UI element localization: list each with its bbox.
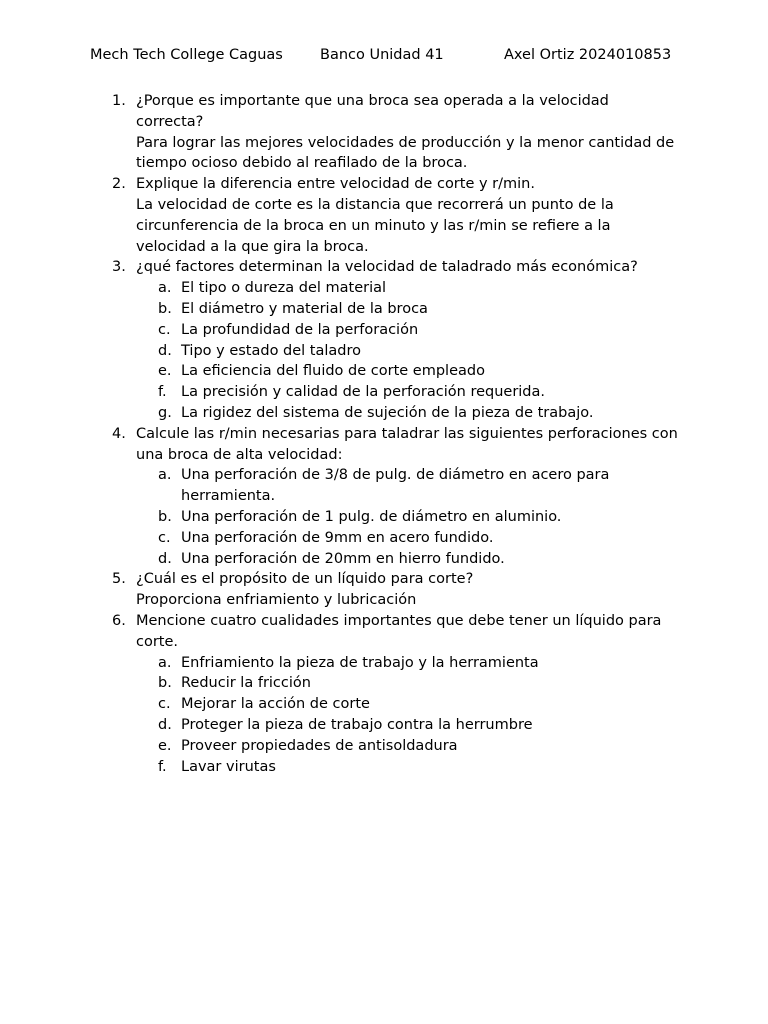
question-number: 2. bbox=[112, 176, 126, 193]
question-text: ¿qué factores determinan la velocidad de taladrado más económica? bbox=[136, 259, 638, 276]
header-school: Mech Tech College Caguas bbox=[90, 47, 283, 63]
question-text: ¿Cuál es el propósito de un líquido para corte? bbox=[136, 571, 474, 588]
header-student: Axel Ortiz 2024010853 bbox=[504, 47, 672, 63]
item-letter: b. bbox=[158, 675, 172, 692]
item-text: Enfriamiento la pieza de trabajo y la herramienta bbox=[181, 654, 539, 671]
question-text: Explique la diferencia entre velocidad de corte y r/min. bbox=[136, 176, 535, 193]
question-number: 1. bbox=[112, 93, 126, 109]
question-number: 4. bbox=[112, 425, 126, 442]
question-5 bbox=[0, 569, 768, 611]
list-item bbox=[136, 278, 678, 299]
question-number: 3. bbox=[112, 259, 126, 276]
item-text: Una perforación de 1 pulg. de diámetro en aluminio. bbox=[181, 508, 562, 525]
item-text: Proteger la pieza de trabajo contra la herrumbre bbox=[181, 716, 533, 733]
list-item bbox=[136, 299, 678, 320]
list-item bbox=[136, 528, 678, 549]
question-3 bbox=[0, 257, 768, 423]
list-item bbox=[136, 653, 678, 674]
item-letter: a. bbox=[158, 654, 172, 671]
item-text: El tipo o dureza del material bbox=[181, 280, 387, 297]
header-bank: Banco Unidad 41 bbox=[320, 47, 444, 63]
page-header bbox=[90, 45, 690, 65]
question-text: ¿Porque es importante que una broca sea operada a la velocidad correcta? bbox=[136, 93, 609, 130]
item-letter: f. bbox=[158, 758, 167, 775]
item-text: El diámetro y material de la broca bbox=[181, 300, 428, 317]
question-4 bbox=[0, 424, 768, 570]
question-1 bbox=[0, 91, 768, 174]
item-letter: b. bbox=[158, 508, 172, 525]
answer-sublist bbox=[136, 465, 678, 569]
item-text: La precisión y calidad de la perforación requerida. bbox=[181, 384, 546, 401]
item-text: Una perforación de 3/8 de pulg. de diámetro en acero para herramienta. bbox=[181, 467, 610, 505]
question-2 bbox=[0, 174, 768, 257]
list-item bbox=[136, 320, 678, 341]
item-text: Tipo y estado del taladro bbox=[181, 342, 362, 359]
item-letter: c. bbox=[158, 321, 171, 338]
item-text: Reducir la fricción bbox=[181, 675, 311, 692]
question-number: 5. bbox=[112, 571, 126, 588]
item-letter: b. bbox=[158, 300, 172, 317]
list-item bbox=[136, 341, 678, 362]
item-letter: d. bbox=[158, 550, 172, 567]
item-letter: g. bbox=[158, 404, 172, 421]
list-item bbox=[136, 715, 678, 736]
item-letter: d. bbox=[158, 716, 172, 733]
item-text: Proveer propiedades de antisoldadura bbox=[181, 737, 458, 754]
item-letter: a. bbox=[158, 467, 172, 484]
question-answer: Para lograr las mejores velocidades de producción y la menor cantidad de tiempo ocioso debido al reafilado de la broca. bbox=[136, 134, 675, 172]
item-text: Mejorar la acción de corte bbox=[181, 696, 370, 713]
item-letter: e. bbox=[158, 363, 172, 380]
list-item bbox=[136, 549, 678, 570]
list-item bbox=[136, 361, 678, 382]
list-item bbox=[136, 736, 678, 757]
list-item bbox=[136, 465, 678, 507]
item-letter: c. bbox=[158, 529, 171, 546]
item-letter: e. bbox=[158, 737, 172, 754]
item-letter: c. bbox=[158, 696, 171, 713]
item-text: Lavar virutas bbox=[181, 758, 276, 775]
item-text: La eficiencia del fluido de corte empleado bbox=[181, 363, 485, 380]
item-text: La profundidad de la perforación bbox=[181, 321, 419, 338]
question-answer: La velocidad de corte es la distancia que recorrerá un punto de la circunferencia de la broca en un minuto y las r/min se refiere a la velocidad a la que gira la broca. bbox=[136, 196, 614, 255]
question-text: Calcule las r/min necesarias para taladrar las siguientes perforaciones con una broca de alta velocidad: bbox=[136, 425, 678, 463]
item-text: Una perforación de 9mm en acero fundido. bbox=[181, 529, 494, 546]
answer-sublist bbox=[136, 653, 678, 778]
question-6 bbox=[0, 611, 768, 777]
item-letter: d. bbox=[158, 342, 172, 359]
question-answer: Proporciona enfriamiento y lubricación bbox=[136, 592, 417, 609]
question-number: 6. bbox=[112, 612, 126, 629]
item-letter: f. bbox=[158, 384, 167, 401]
item-letter: a. bbox=[158, 280, 172, 297]
answer-sublist bbox=[136, 278, 678, 424]
list-item bbox=[136, 382, 678, 403]
item-text: Una perforación de 20mm en hierro fundido. bbox=[181, 550, 505, 567]
list-item bbox=[136, 694, 678, 715]
list-item bbox=[136, 673, 678, 694]
list-item bbox=[136, 757, 678, 778]
question-text: Mencione cuatro cualidades importantes que debe tener un líquido para corte. bbox=[136, 612, 662, 650]
question-list bbox=[0, 91, 768, 777]
list-item bbox=[136, 507, 678, 528]
item-text: La rigidez del sistema de sujeción de la pieza de trabajo. bbox=[181, 404, 594, 421]
list-item bbox=[136, 403, 678, 424]
